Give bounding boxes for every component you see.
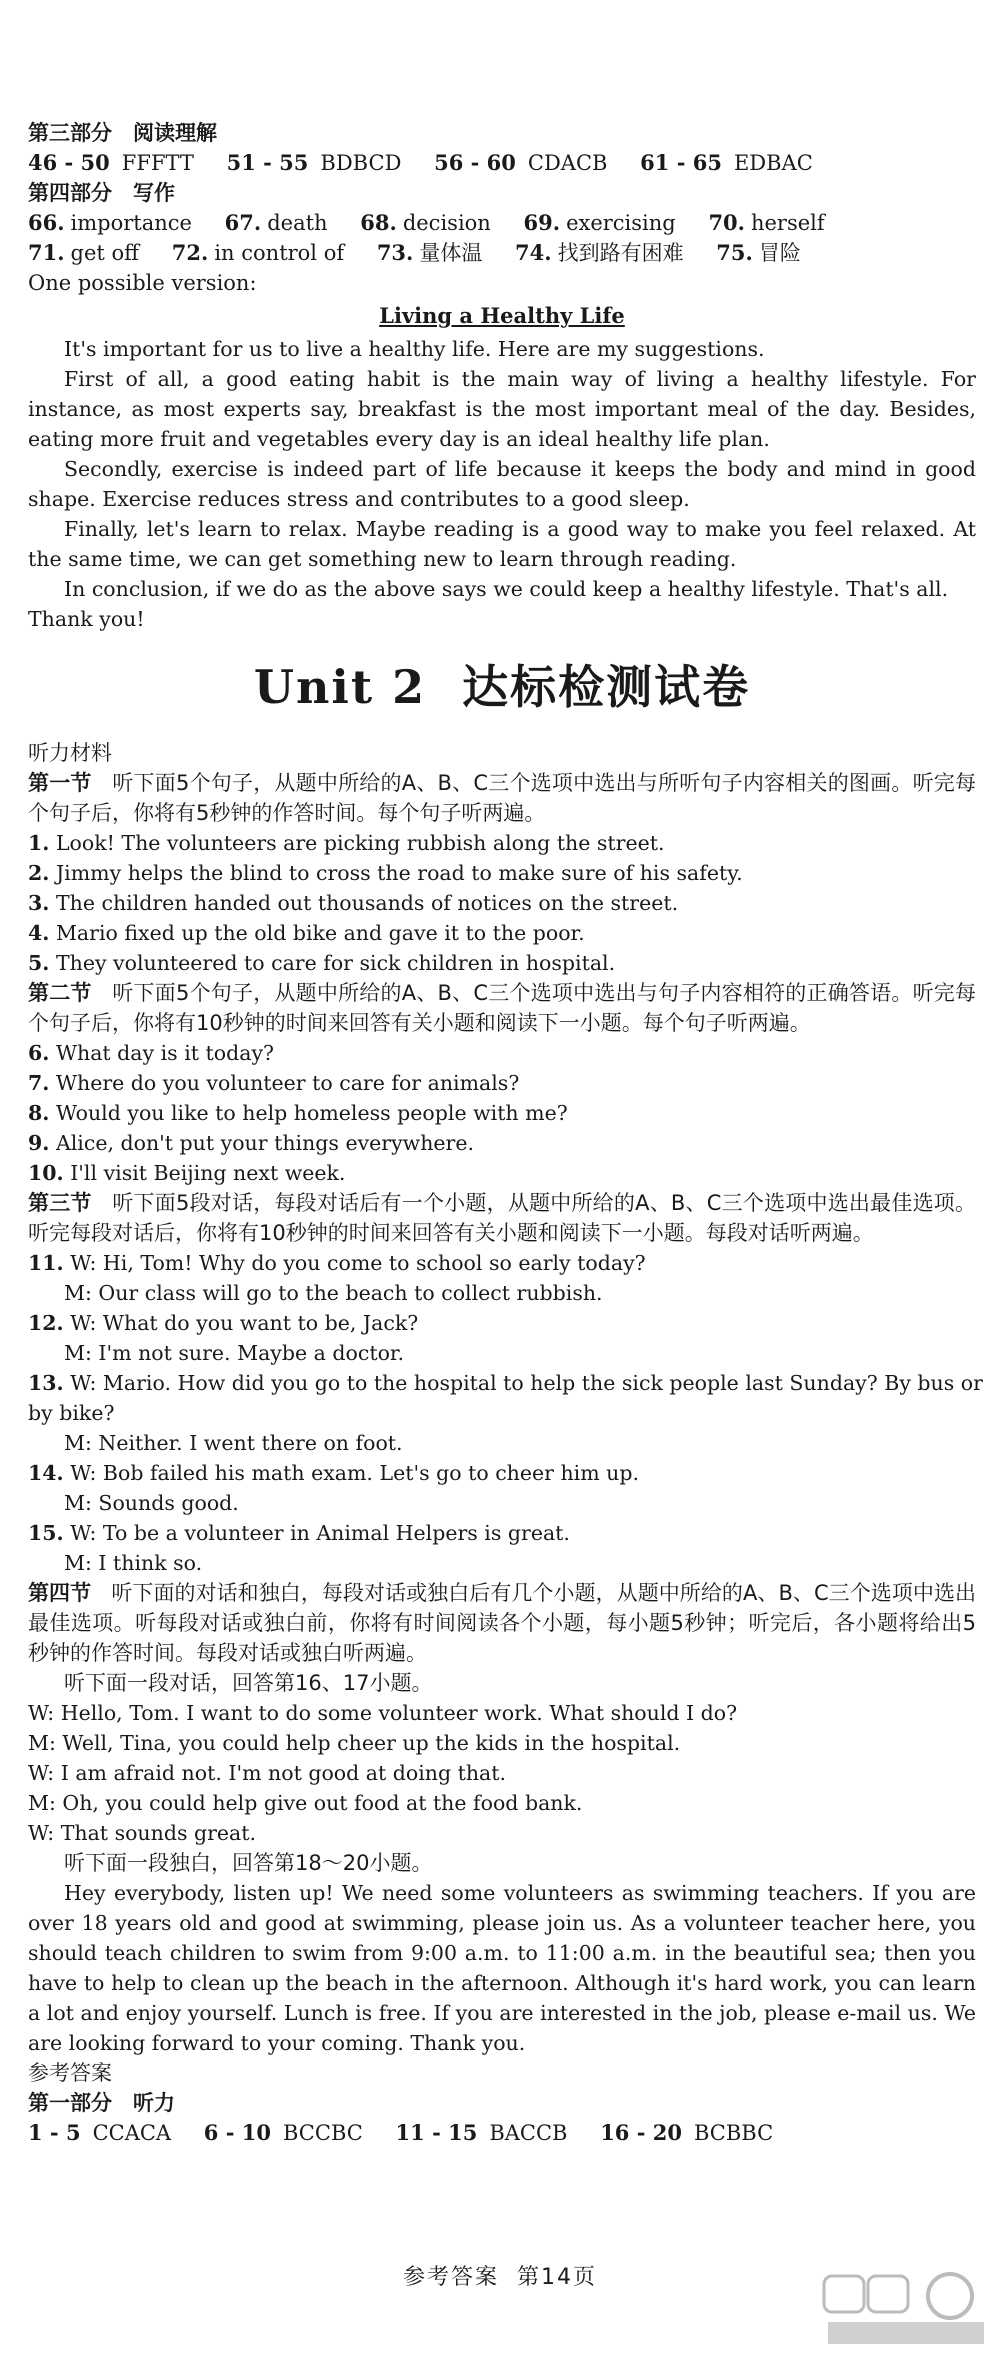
item-text: Mario fixed up the old bike and gave it to the poor. bbox=[55, 921, 585, 945]
list-item bbox=[28, 828, 976, 858]
answer-value: decision bbox=[402, 211, 491, 235]
dialog-line: W: I am afraid not. I'm not good at doing that. bbox=[28, 1761, 507, 1785]
question-number: 70. bbox=[708, 210, 745, 235]
answer-range: 46 - 50 bbox=[28, 150, 110, 175]
answer-value: FFFTT bbox=[121, 151, 194, 175]
dialog-line: M: Neither. I went there on foot. bbox=[64, 1431, 403, 1455]
list-item bbox=[28, 1038, 976, 1068]
unit-title bbox=[28, 652, 976, 722]
item-number: 3. bbox=[28, 891, 50, 915]
item-number: 10. bbox=[28, 1161, 64, 1185]
answer-range: 1 - 5 bbox=[28, 2120, 81, 2145]
list-item bbox=[28, 888, 976, 918]
footer-label: 参考答案 bbox=[402, 2265, 499, 2290]
list-item bbox=[28, 1128, 976, 1158]
list-item bbox=[28, 1158, 976, 1188]
dialog-line bbox=[28, 1308, 976, 1338]
answer-value: death bbox=[267, 211, 328, 235]
item-text: Alice, don't put your things everywhere. bbox=[55, 1131, 474, 1155]
item-number: 5. bbox=[28, 951, 50, 975]
item-number: 2. bbox=[28, 861, 50, 885]
section-label: 第二节 bbox=[28, 981, 92, 1005]
answer-value: herself bbox=[750, 211, 825, 235]
section-label: 第三节 bbox=[28, 1191, 92, 1215]
monologue-text: Hey everybody, listen up! We need some volunteers as swimming teachers. If you are over 18 years old and good at swimming, please join us. As a volunteer teacher here, you should teach children to swim from 9:00 a.m. to 11:00 a.m. in the beautiful sea; then you have to help to clean up the beach in the afternoon. Although it's hard work, you can learn a lot and enjoy yourself. Lunch is free. If you are interested in the job, please e-mail us. We are looking forward to your coming. Thank you. bbox=[28, 1881, 976, 2055]
answer-value: CCACA bbox=[92, 2121, 172, 2145]
section-text: 听下面5个句子，从题中所给的A、B、C三个选项中选出与所听句子内容相关的图画。听完每个句子后，你将有5秒钟的作答时间。每个句子听两遍。 bbox=[28, 771, 977, 825]
list-item bbox=[28, 1098, 976, 1128]
answer-range: 56 - 60 bbox=[434, 150, 516, 175]
question-number: 74. bbox=[515, 240, 552, 265]
section1-instruction bbox=[28, 768, 976, 828]
item-text: They volunteered to care for sick children in hospital. bbox=[55, 951, 616, 975]
item-text: What day is it today? bbox=[55, 1041, 275, 1065]
list-item bbox=[28, 918, 976, 948]
essay-paragraph: It's important for us to live a healthy life. Here are my suggestions. bbox=[64, 337, 765, 361]
answer-value: BACCB bbox=[489, 2121, 568, 2145]
part3-answers bbox=[28, 148, 976, 178]
list-item bbox=[28, 948, 976, 978]
answer-range: 11 - 15 bbox=[395, 2120, 478, 2145]
answer-value: EDBAC bbox=[733, 151, 813, 175]
answer-value: BDBCD bbox=[320, 151, 402, 175]
item-number: 8. bbox=[28, 1101, 50, 1125]
dialog-line bbox=[28, 1518, 976, 1548]
part4-row2 bbox=[28, 238, 976, 268]
answer-value: importance bbox=[70, 211, 192, 235]
answer-value: 量体温 bbox=[419, 241, 483, 265]
question-number: 72. bbox=[171, 240, 209, 265]
dialog-text: W: Hi, Tom! Why do you come to school so early today? bbox=[70, 1251, 646, 1275]
question-number: 71. bbox=[28, 240, 65, 265]
list-item bbox=[28, 1068, 976, 1098]
listening-answers bbox=[28, 2118, 976, 2148]
item-number: 13. bbox=[28, 1371, 64, 1395]
answer-range: 51 - 55 bbox=[226, 150, 309, 175]
item-text: Jimmy helps the blind to cross the road to make sure of his safety. bbox=[55, 861, 743, 885]
dialog-line: M: Our class will go to the beach to collect rubbish. bbox=[64, 1281, 603, 1305]
answer-range: 6 - 10 bbox=[203, 2120, 271, 2145]
answer-value: BCBBC bbox=[693, 2121, 774, 2145]
answer-value: BCCBC bbox=[282, 2121, 363, 2145]
list-item bbox=[28, 858, 976, 888]
answer-value: CDACB bbox=[527, 151, 608, 175]
dialog-line: M: Well, Tina, you could help cheer up the kids in the hospital. bbox=[28, 1731, 681, 1755]
watermark-logo-icon bbox=[820, 2270, 990, 2350]
dialog-line bbox=[28, 1248, 976, 1278]
section4-instruction bbox=[28, 1578, 976, 1668]
item-text: Where do you volunteer to care for animals? bbox=[55, 1071, 520, 1095]
essay-paragraph: Finally, let's learn to relax. Maybe reading is a good way to make you feel relaxed. At the same time, we can get something new to learn through reading. bbox=[28, 517, 976, 571]
question-number: 67. bbox=[224, 210, 262, 235]
monologue-intro: 听下面一段独白，回答第18～20小题。 bbox=[64, 1851, 433, 1875]
section-text: 听下面5段对话，每段对话后有一个小题，从题中所给的A、B、C三个选项中选出最佳选项。听完每段对话后，你将有10秒钟的时间来回答有关小题和阅读下一小题。每段对话听两遍。 bbox=[28, 1191, 977, 1245]
item-text: I'll visit Beijing next week. bbox=[70, 1161, 346, 1185]
dialog-text: W: What do you want to be, Jack? bbox=[70, 1311, 419, 1335]
section-label: 第一节 bbox=[28, 771, 92, 795]
section-text: 听下面的对话和独白，每段对话或独白后有几个小题，从题中所给的A、B、C三个选项中选出最佳选项。听每段对话或独白前，你将有时间阅读各个小题，每小题5秒钟；听完后，各小题将给出5秒钟的作答时间。每段对话或独白听两遍。 bbox=[28, 1581, 976, 1665]
dialog-line: M: Oh, you could help give out food at the food bank. bbox=[28, 1791, 583, 1815]
essay-paragraph: First of all, a good eating habit is the main way of living a healthy lifestyle. For instance, as most experts say, breakfast is the most important meal of the day. Besides, eating more fruit and vegetables every day is an ideal healthy life plan. bbox=[28, 367, 976, 451]
item-number: 15. bbox=[28, 1521, 64, 1545]
item-number: 12. bbox=[28, 1311, 64, 1335]
item-number: 11. bbox=[28, 1251, 64, 1275]
item-number: 9. bbox=[28, 1131, 50, 1155]
section-text: 听下面5个句子，从题中所给的A、B、C三个选项中选出与句子内容相符的正确答语。听完每个句子后，你将有10秒钟的时间来回答有关小题和阅读下一小题。每个句子听两遍。 bbox=[28, 981, 977, 1035]
essay-paragraph: Secondly, exercise is indeed part of life because it keeps the body and mind in good shape. Exercise reduces stress and contributes to a good sleep. bbox=[28, 457, 976, 511]
part4-title: 第四部分 写作 bbox=[28, 181, 175, 205]
dialog-line: W: Hello, Tom. I want to do some volunteer work. What should I do? bbox=[28, 1701, 738, 1725]
unit-name: 达标检测试卷 bbox=[462, 660, 751, 714]
essay-title: Living a Healthy Life bbox=[379, 303, 625, 328]
answer-range: 61 - 65 bbox=[640, 150, 722, 175]
answer-value: in control of bbox=[214, 241, 345, 265]
dialog-line: M: I think so. bbox=[64, 1551, 203, 1575]
section3-instruction bbox=[28, 1188, 976, 1248]
answers-part1-title: 第一部分 听力 bbox=[28, 2091, 175, 2115]
answer-value: get off bbox=[70, 241, 140, 265]
part3-title: 第三部分 阅读理解 bbox=[28, 121, 217, 145]
question-number: 75. bbox=[716, 240, 753, 265]
answer-value: 冒险 bbox=[758, 241, 801, 265]
question-number: 68. bbox=[360, 210, 397, 235]
part4-row1 bbox=[28, 208, 976, 238]
item-number: 1. bbox=[28, 831, 50, 855]
item-number: 4. bbox=[28, 921, 50, 945]
dialog-line bbox=[28, 1368, 983, 1398]
question-number: 66. bbox=[28, 210, 65, 235]
answers-label: 参考答案 bbox=[28, 2061, 112, 2085]
dialog-text: W: Mario. How did you go to the hospital to help the sick people last Sunday? By bus or bbox=[70, 1371, 983, 1395]
answer-value: exercising bbox=[566, 211, 676, 235]
item-text: Would you like to help homeless people with me? bbox=[55, 1101, 568, 1125]
section2-instruction bbox=[28, 978, 976, 1038]
dialog-intro: 听下面一段对话，回答第16、17小题。 bbox=[64, 1671, 433, 1695]
listening-label: 听力材料 bbox=[28, 741, 112, 765]
dialog-line: W: That sounds great. bbox=[28, 1821, 257, 1845]
dialog-line bbox=[28, 1458, 976, 1488]
item-text: The children handed out thousands of notices on the street. bbox=[55, 891, 679, 915]
item-text: Look! The volunteers are picking rubbish along the street. bbox=[55, 831, 665, 855]
item-number: 6. bbox=[28, 1041, 50, 1065]
item-number: 7. bbox=[28, 1071, 50, 1095]
dialog-line: by bike? bbox=[28, 1401, 115, 1425]
dialog-line: M: I'm not sure. Maybe a doctor. bbox=[64, 1341, 404, 1365]
version-label: One possible version: bbox=[28, 271, 257, 295]
answer-page bbox=[28, 118, 983, 2148]
unit-number: Unit 2 bbox=[253, 660, 427, 714]
answer-value: 找到路有困难 bbox=[557, 241, 684, 265]
question-number: 73. bbox=[376, 240, 414, 265]
answer-range: 16 - 20 bbox=[600, 2120, 682, 2145]
footer-page-number: 第14页 bbox=[517, 2265, 597, 2290]
section-label: 第四节 bbox=[28, 1581, 92, 1605]
dialog-text: W: To be a volunteer in Animal Helpers is great. bbox=[70, 1521, 570, 1545]
item-number: 14. bbox=[28, 1461, 64, 1485]
essay-closing: Thank you! bbox=[28, 607, 145, 631]
dialog-line: M: Sounds good. bbox=[64, 1491, 239, 1515]
question-number: 69. bbox=[523, 210, 561, 235]
essay-paragraph: In conclusion, if we do as the above says we could keep a healthy lifestyle. That's all. bbox=[64, 577, 949, 601]
dialog-text: W: Bob failed his math exam. Let's go to cheer him up. bbox=[70, 1461, 640, 1485]
